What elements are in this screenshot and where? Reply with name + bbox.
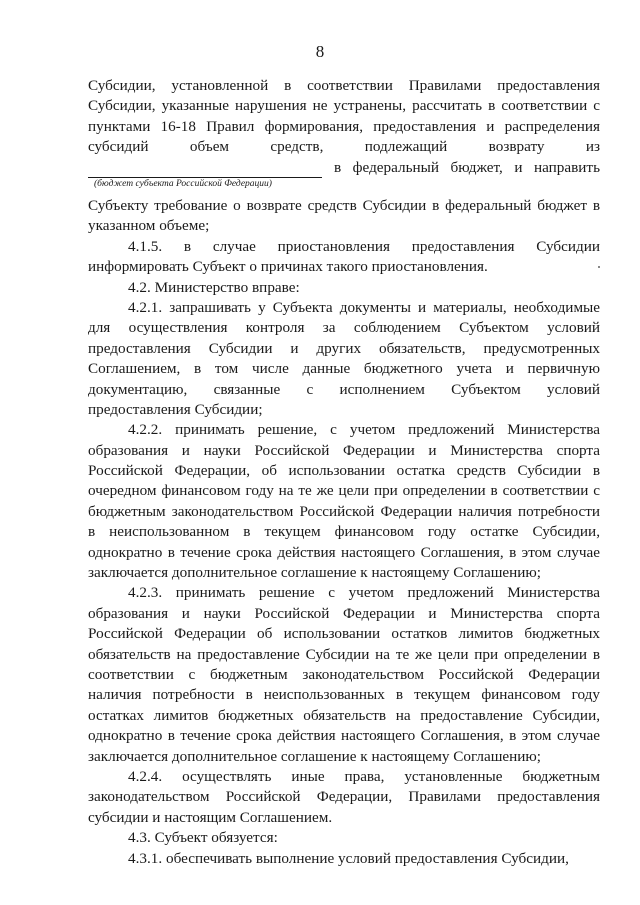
text-line: Субъекту требование о возврате средств Субсидии в федеральный бюджет в [88,197,600,214]
text-line: для осуществления контроля за соблюдением Субъектом условий [88,319,600,337]
text-line: документацию, связанные с исполнением Субъектом условий [88,380,600,398]
text-line: заключается дополнительное соглашение к настоящему Соглашению; [88,564,541,582]
paragraph [88,849,600,869]
text-line: бюджетным законодательством Российской Федерации наличия потребности [88,502,600,520]
text-line: указанном объеме; [88,217,210,235]
paragraph [88,583,600,767]
paragraph [88,828,600,848]
text-line: обязательств на предоставление Субсидии на те же цели при определении в [88,645,600,663]
text-line: 4.2.2. принимать решение, с учетом предложений Министерства [128,421,600,439]
text-line: в неиспользованном в текущем финансовом году остатке Субсидии, [88,523,600,541]
text-line: 4.2.3. принимать решение с учетом предложений Министерства [128,584,600,602]
text-line: субсидий объем средств, подлежащий возврату из [88,138,600,156]
text-line: однократно в течение срока действия настоящего Соглашения, в этом случае [88,543,600,561]
text-line: 4.3.1. обеспечивать выполнение условий предоставления Субсидии, [128,849,569,867]
text-line: Соглашением, в том числе данные бюджетного учета и первичную [88,360,600,378]
page-number: 8 [315,42,325,61]
text-line: 4.2.1. запрашивать у Субъекта документы и материалы, необходимые [128,298,600,316]
text-line: образования и науки Российской Федерации и Министерства спорта [88,441,600,459]
paragraph [88,420,600,583]
text-line: 4.2. Министерство вправе: [128,278,300,296]
paragraph [88,767,600,828]
fill-in-line [88,158,600,178]
text-line: предоставления Субсидии; [88,400,263,418]
text-line: в федеральный бюджет, и направить [334,158,600,176]
paragraph [88,278,600,298]
blank-underline [88,162,322,178]
text-line: однократно в течение срока действия настоящего Соглашения, в этом случае [88,727,600,745]
blank-caption: (бюджет субъекта Российской Федерации) [94,178,272,189]
paragraph [88,196,600,237]
text-line: Субсидии, установленной в соответствии Правилами предоставления [88,77,600,94]
text-line: информировать Субъект о причинах такого приостановления. [88,258,488,276]
text-line: 4.3. Субъект обязуется: [128,829,278,847]
paragraph [88,237,600,278]
text-line: законодательством Российской Федерации, Правилами предоставления [88,788,600,806]
text-line: очередном финансовом году на те же цели при определении в соответствии с [88,482,600,500]
scan-speck [598,266,600,268]
text-line: Субсидии, указанные нарушения не устранены, рассчитать в соответствии с [88,97,600,115]
text-line: соответствии с бюджетным законодательством Российской Федерации [88,665,600,683]
paragraphs [88,196,600,869]
text-line: остатках лимитов бюджетных обязательств на предоставление Субсидии, [88,706,600,724]
text-line: субсидии и настоящим Соглашением. [88,808,333,826]
text-line: Российской Федерации об использовании остатков лимитов бюджетных [88,625,600,643]
paragraph [88,298,600,420]
text-line: пунктами 16-18 Правил формирования, предоставления и распределения [88,117,600,135]
text-line: заключается дополнительное соглашение к настоящему Соглашению; [88,747,541,765]
text-line: предоставления Субсидии и других обязательств, предусмотренных [88,339,600,357]
text-line: 4.1.5. в случае приостановления предоставления Субсидии [128,237,600,255]
continuation-paragraph [88,76,600,194]
text-line: 4.2.4. осуществлять иные права, установленные бюджетным [128,767,600,785]
text-line: наличия потребности в неиспользованных в текущем финансовом году [88,686,600,704]
text-line: образования и науки Российской Федерации и Министерства спорта [88,604,600,622]
text-line: Российской Федерации, об использовании остатка средств Субсидии в [88,462,600,480]
